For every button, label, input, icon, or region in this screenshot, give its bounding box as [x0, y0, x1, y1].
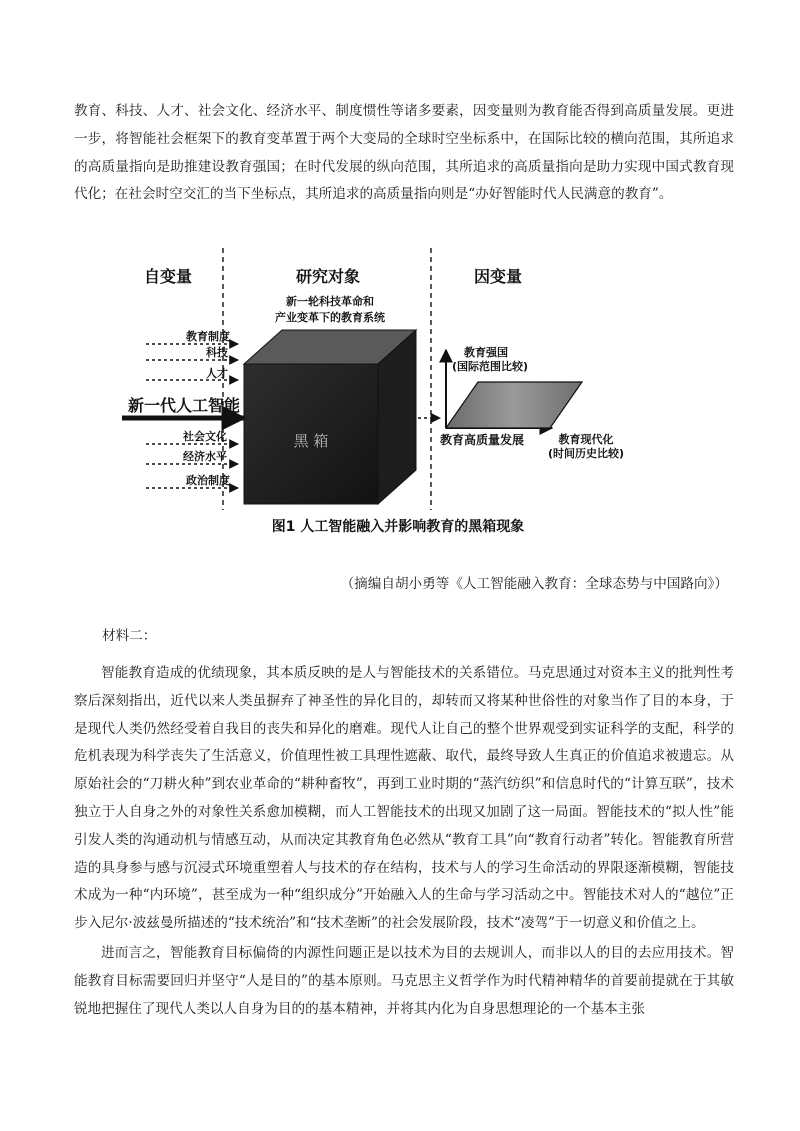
quality-plane	[446, 382, 582, 428]
y-axis-label-1: 教育强国	[464, 346, 508, 359]
research-subtitle-1: 新一轮科技革命和	[286, 295, 374, 308]
main-input-label: 新一代人工智能	[128, 396, 241, 415]
paragraph-1: 教育、科技、人才、社会文化、经济水平、制度惯性等诸多要素，因变量则为教育能否得到高质量发展。更进一步，将智能社会框架下的教育变革置于两个大变局的全球时空坐标系中，在国际比较的横向范围，其所追求的高质量指向是助推建设教育强国；在时代发展的纵向范围，其所追求的高质量指向是助力实现中国式教育现代化；在社会时空交汇的当下坐标点，其所追求的高质量指向则是“办好智能时代人民满意的教育”。	[74, 103, 734, 203]
paragraph-2: 智能教育造成的优绩现象，其本质反映的是人与智能技术的关系错位。马克思通过对资本主义的批判性考察后深刻指出，近代以来人类虽摒弃了神圣性的异化目的，却转而又将某种世俗性的对象当作了目的本身，于是现代人类仍然经受着自我目的丧失和异化的磨难。现代人让自己的整个世界观受到实证科学的支配，科学的危机表现为科学丧失了生活意义，价值理性被工具理性遮蔽、取代，最终导致人生真正的价值追求被遗忘。从原始社会的“刀耕火种”到农业革命的“耕种畜牧”，再到工业时期的“蒸汽纺织”和信息时代的“计算互联”，技术独立于人自身之外的对象性关系愈加模糊，而人工智能技术的出现又加剧了这一局面。智能技术的“拟人性”能引发人类的沟通动机与情感互动，从而决定其教育角色必然从“教育工具”向“教育行动者”转化。智能教育所营造的具身参与感与沉浸式环境重塑着人与技术的存在结构，技术与人的学习生命活动的界限逐渐模糊，智能技术成为一种“内环境”，甚至成为一种“组织成分”开始融入人的生命与学习活动之中。智能技术对人的“越位”正步入尼尔·波兹曼所描述的“技术统治”和“技术垄断”的社会发展阶段，技术“凌驾”于一切意义和价值之上。	[74, 665, 734, 932]
header-research: 研究对象	[295, 267, 361, 286]
paragraph-3: 进而言之，智能教育目标偏倚的内源性问题正是以技术为目的去规训人，而非以人的目的去应用技术。智能教育目标需要回归并坚守“人是目的”的基本原则。马克思主义哲学作为时代精神精华的首要前提就在于其敏锐地把握住了现代人类以人自身为目的的基本精神，并将其内化为自身思想理论的一个基本主张	[74, 945, 734, 1017]
figure-caption: 图1 人工智能融入并影响教育的黑箱现象	[271, 519, 525, 535]
origin-label: 教育高质量发展	[440, 433, 525, 447]
source-citation: （摘编自胡小勇等《人工智能融入教育：全球态势与中国路向》）	[340, 576, 728, 592]
black-box-label: 黑 箱	[293, 432, 329, 450]
x-axis-label-1: 教育现代化	[558, 433, 614, 446]
x-axis-label-2: (时间历史比较)	[547, 447, 625, 460]
input-label-politics: 政治制度	[186, 474, 230, 487]
input-label-edu-system: 教育制度	[186, 330, 230, 343]
input-label-talent: 人才	[206, 367, 228, 380]
header-independent: 自变量	[143, 267, 193, 286]
research-subtitle-2: 产业变革下的教育系统	[275, 311, 385, 324]
input-label-economy: 经济水平	[183, 450, 227, 463]
input-label-culture: 社会文化	[183, 430, 227, 443]
y-axis-label-2: (国际范围比较)	[451, 360, 529, 373]
input-label-tech: 科技	[206, 346, 228, 359]
header-dependent: 因变量	[473, 267, 523, 286]
black-box-figure	[0, 0, 800, 560]
black-box-cube	[244, 330, 416, 504]
material-label: 材料二：	[102, 628, 157, 644]
